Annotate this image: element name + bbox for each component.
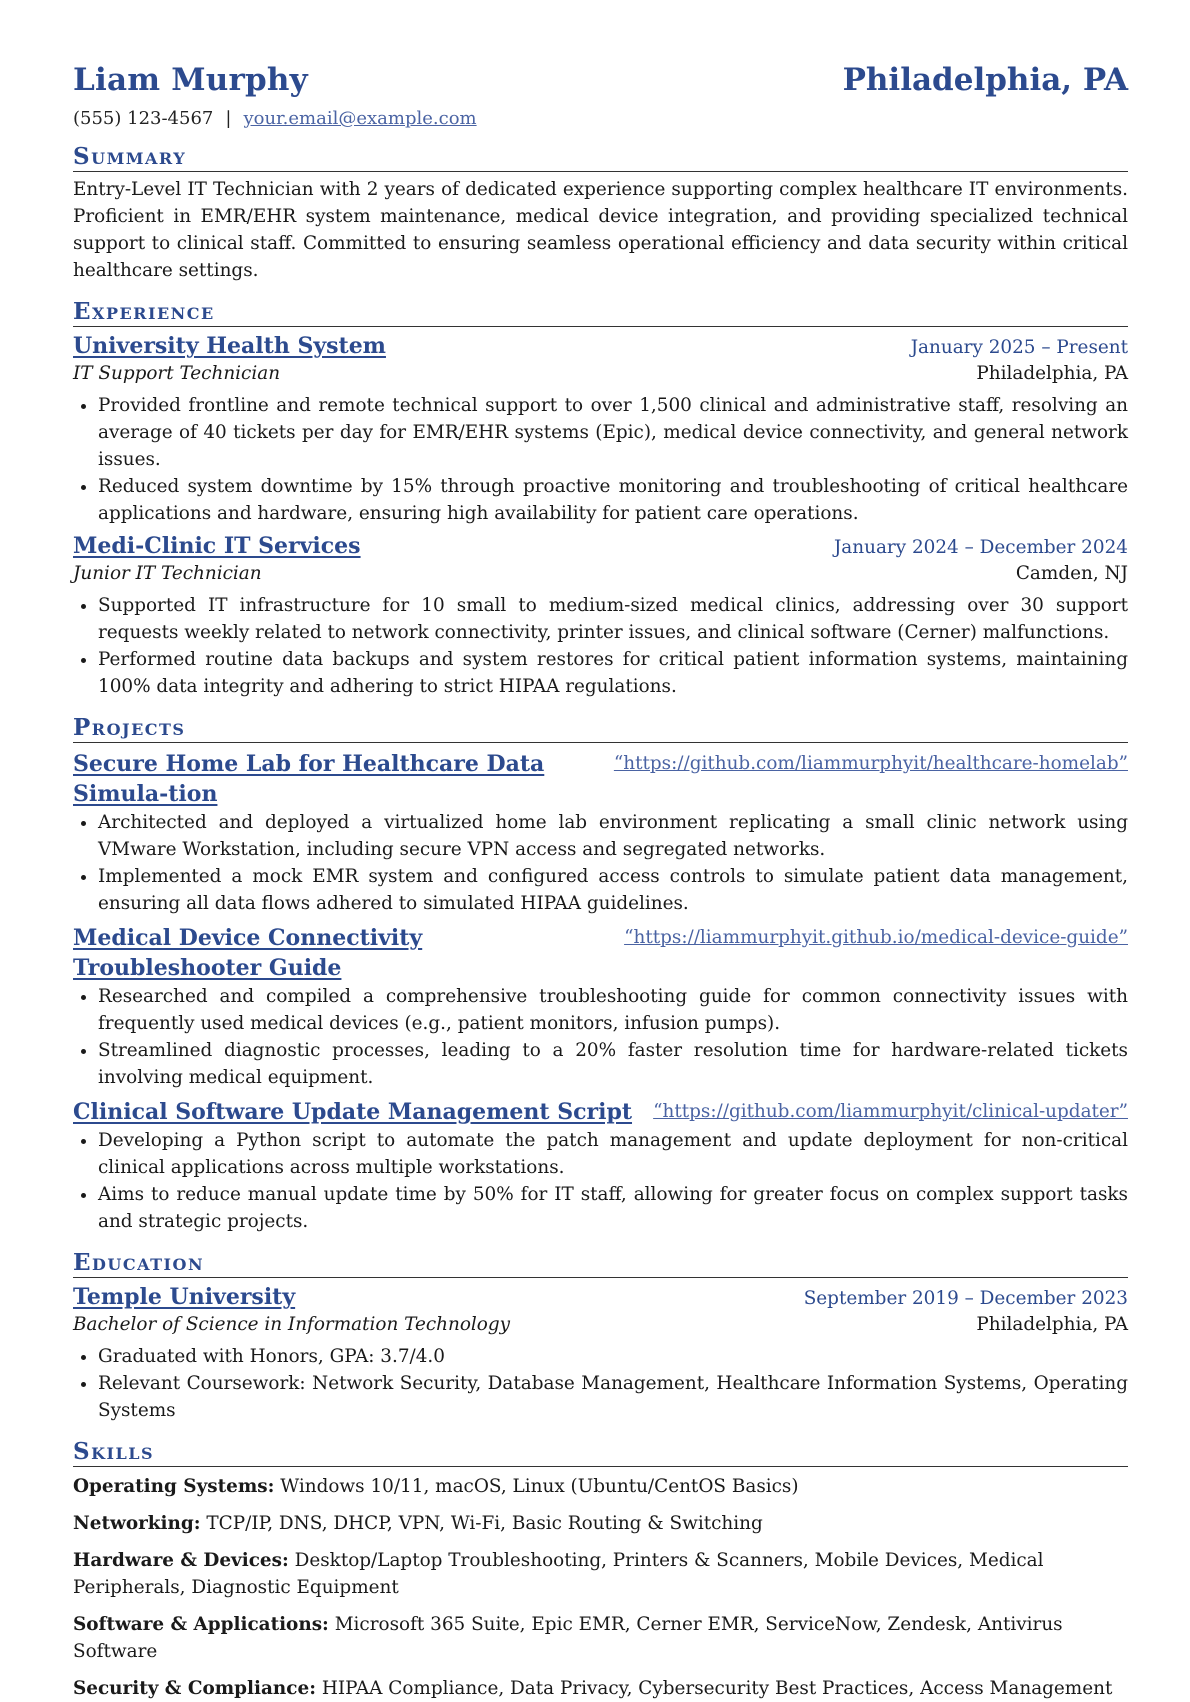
skill-row: [73, 1547, 1128, 1601]
project-link[interactable]: “https://github.com/liammurphyit/healthcare-homelab”: [613, 753, 1128, 774]
list-item: • Performed routine data backups and system restores for critical patient information systems, maintaining 100% data integrity and adhering to strict HIPAA regulations.: [98, 646, 1128, 700]
candidate-name: Liam Murphy: [73, 62, 308, 98]
project-entry: [73, 923, 1128, 1091]
job-location: Camden, NJ: [1015, 563, 1128, 584]
employment-dates: January 2024 – December 2024: [833, 537, 1128, 558]
list-item: • Graduated with Honors, GPA: 3.7/4.0: [98, 1343, 1128, 1370]
contact-line: [73, 108, 1128, 129]
resume-header: [73, 62, 1128, 98]
skill-row: [73, 1510, 1128, 1537]
list-item: • Relevant Coursework: Network Security, Database Management, Healthcare Information Systems, Operating Systems: [98, 1370, 1128, 1424]
list-item: • Researched and compiled a comprehensive troubleshooting guide for common connectivity issues with frequently used medical devices (e.g., patient monitors, infusion pumps).: [98, 983, 1128, 1037]
list-item: • Provided frontline and remote technical support to over 1,500 clinical and administrative staff, resolving an average of 40 tickets per day for EMR/EHR systems (Epic), medical device connectivity, and general network issues.: [98, 392, 1128, 473]
section-title-projects: Projects: [73, 714, 1128, 743]
experience-entry: [73, 333, 1128, 527]
list-item: • Reduced system downtime by 15% through proactive monitoring and troubleshooting of critical healthcare applications and hardware, ensuring high availability for patient care operations.: [98, 473, 1128, 527]
contact-separator: |: [225, 108, 232, 129]
skill-label: Hardware & Devices:: [73, 1550, 289, 1571]
section-title-education: Education: [73, 1249, 1128, 1278]
list-item: • Streamlined diagnostic processes, leading to a 20% faster resolution time for hardware-related tickets involving medical equipment.: [98, 1037, 1128, 1091]
section-title-experience: Experience: [73, 298, 1128, 327]
list-item: • Supported IT infrastructure for 10 small to medium-sized medical clinics, addressing over 30 support requests weekly related to network connectivity, printer issues, and clinical software (Cerner) malfunctions.: [98, 592, 1128, 646]
project-link[interactable]: “https://liammurphyit.github.io/medical-device-guide”: [624, 927, 1128, 948]
project-title: Clinical Software Update Management Script: [73, 1099, 633, 1125]
list-item: • Architected and deployed a virtualized home lab environment replicating a small clinic network using VMware Workstation, including secure VPN access and segregated networks.: [98, 809, 1128, 863]
project-entry: [73, 749, 1128, 917]
skill-value: Microsoft 365 Suite, Epic EMR, Cerner EMR, ServiceNow, Zendesk, Antivirus Software: [73, 1614, 1063, 1662]
project-bullets: [73, 983, 1128, 1091]
experience-entry: [73, 533, 1128, 700]
project-title: Secure Home Lab for Healthcare Data Simula-tion: [73, 751, 545, 807]
education-entry: [73, 1284, 1128, 1424]
section-title-skills: Skills: [73, 1438, 1128, 1467]
skill-value: Windows 10/11, macOS, Linux (Ubuntu/CentOS Basics): [280, 1476, 799, 1497]
employer-name: Medi-Clinic IT Services: [73, 533, 361, 559]
job-title: IT Support Technician: [73, 363, 281, 384]
education-bullets: [73, 1343, 1128, 1424]
skill-row: [73, 1675, 1128, 1702]
skill-value: HIPAA Compliance, Data Privacy, Cybersecurity Best Practices, Access Management: [321, 1678, 1113, 1699]
degree: Bachelor of Science in Information Technology: [73, 1314, 511, 1335]
education-dates: September 2019 – December 2023: [803, 1288, 1128, 1309]
school-name: Temple University: [73, 1284, 296, 1310]
skill-label: Security & Compliance:: [73, 1678, 316, 1699]
skill-value: Desktop/Laptop Troubleshooting, Printers & Scanners, Mobile Devices, Medical Peripherals, Diagnostic Equipment: [73, 1550, 1044, 1598]
list-item: • Aims to reduce manual update time by 50% for IT staff, allowing for greater focus on complex support tasks and strategic projects.: [98, 1181, 1128, 1235]
skill-label: Operating Systems:: [73, 1476, 275, 1497]
school-location: Philadelphia, PA: [976, 1314, 1128, 1335]
employment-dates: January 2025 – Present: [910, 337, 1128, 358]
skill-row: [73, 1611, 1128, 1665]
list-item: • Developing a Python script to automate the patch management and update deployment for non-critical clinical applications across multiple workstations.: [98, 1127, 1128, 1181]
project-link[interactable]: “https://github.com/liammurphyit/clinical-updater”: [653, 1101, 1128, 1122]
list-item: • Implemented a mock EMR system and configured access controls to simulate patient data management, ensuring all data flows adhered to simulated HIPAA guidelines.: [98, 863, 1128, 917]
project-entry: [73, 1097, 1128, 1235]
section-title-summary: Summary: [73, 143, 1128, 172]
skill-row: [73, 1473, 1128, 1500]
skill-label: Networking:: [73, 1513, 201, 1534]
email-link[interactable]: your.email@example.com: [243, 108, 477, 129]
job-bullets: [73, 592, 1128, 700]
skill-label: Software & Applications:: [73, 1614, 329, 1635]
employer-name: University Health System: [73, 333, 386, 359]
job-location: Philadelphia, PA: [976, 363, 1128, 384]
phone-number: (555) 123-4567: [73, 108, 214, 129]
job-title: Junior IT Technician: [73, 563, 262, 584]
job-bullets: [73, 392, 1128, 527]
skill-value: TCP/IP, DNS, DHCP, VPN, Wi-Fi, Basic Routing & Switching: [206, 1513, 763, 1534]
project-bullets: [73, 809, 1128, 917]
project-title: Medical Device Connectivity Troubleshooter Guide: [73, 925, 423, 981]
project-bullets: [73, 1127, 1128, 1235]
summary-text: Entry-Level IT Technician with 2 years of dedicated experience supporting complex healthcare IT environments. Proficient in EMR/EHR system maintenance, medical device integration, and providing specialized technical support to clinical staff. Committed to ensuring seamless operational efficiency and data security within critical healthcare settings.: [73, 179, 1128, 281]
candidate-city: Philadelphia, PA: [842, 62, 1128, 98]
